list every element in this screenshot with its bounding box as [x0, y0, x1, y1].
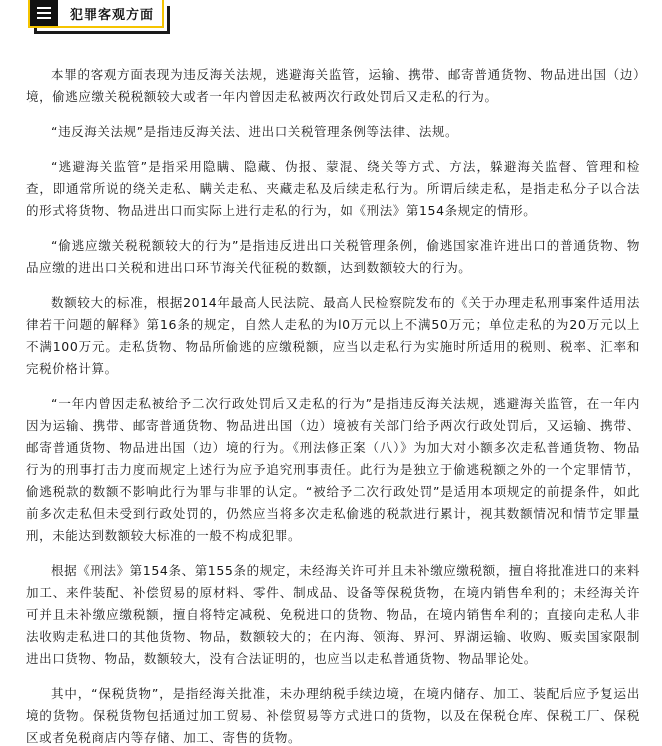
section-header: [28, 0, 164, 28]
menu-icon: [30, 0, 58, 26]
paragraph-evade-supervision: “逃避海关监管”是指采用隐瞒、隐藏、伪报、蒙混、绕关等方式、方法，躲避海关监督、管理和检查，即通常所说的绕关走私、瞒关走私、夹藏走私及后续走私行为。所谓后续走私，是指走私分子以合法的形式将货物、物品进出口而实际上进行走私的行为，如《刑法》第154条规定的情形。: [26, 159, 640, 218]
paragraph-criminal-law-154-155: 根据《刑法》第154条、第155条的规定，未经海关许可并且未补缴应缴税额，擅自将批准进口的来料加工、来件装配、补偿贸易的原材料、零件、制成品、设备等保税货物，在境内销售牟利的；未经海关许可并且未补缴应缴税额，擅自将特定减税、免税进口的货物、物品，在境内销售牟利的；直接向走私人非法收购走私进口的其他货物、物品，数额较大的；在内海、领海、界河、界湖运输、收购、贩卖国家限制进出口货物、物品，数额较大，没有合法证明的，也应当以走私普通货物、物品罪论处。: [26, 563, 640, 666]
paragraph-repeat-smuggling: “一年内曾因走私被给予二次行政处罚后又走私的行为”是指违反海关法规，逃避海关监管，在一年内因为运输、携带、邮寄普通货物、物品进出国（边）境被有关部门给予两次行政处罚后，又运输、携带、邮寄普通货物、物品进出国（边）境的行为。《刑法修正案（八）》为加大对小额多次走私普通货物、物品行为的刑事打击力度而规定上述行为应予追究刑事责任。此行为是独立于偷逃税额之外的一个定罪情节，偷逃税款的数额不影响此行为罪与非罪的认定。“被给予二次行政处罚”是适用本项规定的前提条件，如此前多次走私但未受到行政处罚的，仍然应当将多次走私偷逃的税款进行累计，视其数额情况和情节定罪量刑，未能达到数额较大标准的一般不构成犯罪。: [26, 396, 640, 543]
paragraph-violate-customs-law: “违反海关法规”是指违反海关法、进出口关税管理条例等法律、法规。: [51, 124, 459, 139]
paragraph-bonded-goods: 其中，“保税货物”，是指经海关批准，未办理纳税手续边境，在境内储存、加工、装配后应予复运出境的货物。保税货物包括通过加工贸易、补偿贸易等方式进口的货物，以及在保税仓库、保税工厂、保税区或者免税商店内等存储、加工、寄售的货物。: [26, 686, 640, 745]
paragraph-large-amount-standard: 数额较大的标准，根据2014年最高人民法院、最高人民检察院发布的《关于办理走私刑事案件适用法律若干问题的解释》第16条的规定，自然人走私的为l0万元以上不满50万元；单位走私的为20万元以上不满100万元。走私货物、物品所偷逃的应缴税额，应当以走私行为实施时所适用的税则、税率、汇率和完税价格计算。: [26, 295, 640, 376]
article-body: [26, 64, 640, 746]
paragraph-evade-duty: “偷逃应缴关税税额较大的行为”是指违反进出口关税管理条例，偷逃国家准许进出口的普通货物、物品应缴的进出口关税和进出口环节海关代征税的数额，达到数额较大的行为。: [26, 238, 640, 275]
section-title: 犯罪客观方面: [58, 0, 162, 26]
paragraph-objective-aspect: 本罪的客观方面表现为违反海关法规，逃避海关监管，运输、携带、邮寄普通货物、物品进出国（边）境，偷逃应缴关税税额较大或者一年内曾因走私被两次行政处罚后又走私的行为。: [26, 67, 640, 104]
